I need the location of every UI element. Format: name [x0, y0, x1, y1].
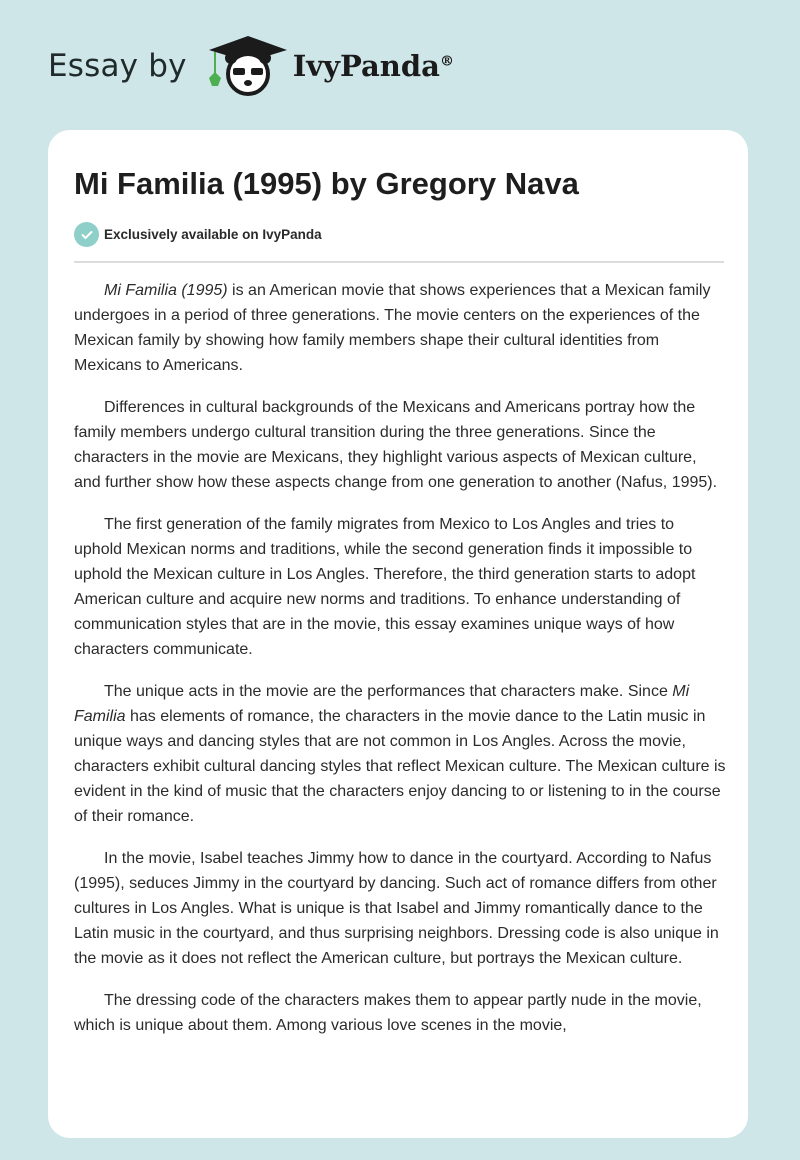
site-header — [48, 36, 454, 96]
essay-card — [48, 130, 748, 1138]
check-icon — [74, 222, 99, 247]
essay-paragraph — [74, 512, 726, 662]
paragraph-text: Differences in cultural backgrounds of the Mexicans and Americans portray how the family members undergo cultural transition during the three generations. Since the characters in the movie are Mexicans, they highlight various aspects of Mexican culture, and further show how these aspects change from one generation to another (Nafus, 1995). — [74, 399, 718, 491]
essay-paragraph — [74, 278, 726, 378]
essay-paragraph — [74, 395, 726, 495]
exclusive-badge — [74, 222, 322, 247]
essay-paragraph — [74, 679, 726, 829]
brand-text: IvyPanda — [292, 49, 440, 83]
paragraph-text: The unique acts in the movie are the performances that characters make. Since — [104, 683, 673, 700]
ivypanda-logo-icon[interactable] — [205, 34, 291, 98]
essay-body — [74, 278, 726, 1055]
italic-title-text: Mi Familia (1995) — [104, 282, 228, 299]
brand-name[interactable] — [293, 49, 454, 83]
essay-by-label: Essay by — [48, 48, 187, 84]
essay-paragraph — [74, 988, 726, 1038]
paragraph-text: is an American movie that shows experiences that a Mexican family undergoes in a period of three generations. The movie centers on the experiences of the Mexican family by showing how family members shape their cultural identities from Mexicans to Americans. — [74, 282, 711, 374]
paragraph-text: has elements of romance, the characters in the movie dance to the Latin music in unique ways and dancing styles that are not common in Los Angles. Across the movie, characters exhibit cultural dancing styles that reflect Mexican culture. The Mexican culture is evident in the kind of music that the characters enjoy dancing to or listening to in the course of their romance. — [74, 708, 726, 825]
essay-paragraph — [74, 846, 726, 971]
paragraph-text: The first generation of the family migrates from Mexico to Los Angles and tries to uphold Mexican norms and traditions, while the second generation finds it impossible to uphold the Mexican culture in Los Angles. Therefore, the third generation starts to adopt American culture and acquire new norms and traditions. To enhance understanding of communication styles that are in the movie, this essay examines unique ways of how characters communicate. — [74, 516, 696, 658]
paragraph-text: In the movie, Isabel teaches Jimmy how to dance in the courtyard. According to Nafus (1995), seduces Jimmy in the courtyard by dancing. Such act of romance differs from other cultures in Los Angles. What is unique is that Isabel and Jimmy romantically dance to the Latin music in the courtyard, and thus surprising neighbors. Dressing code is also unique in the movie as it does not reflect the American culture, but portrays the Mexican culture. — [74, 850, 719, 967]
registered-mark: ® — [439, 53, 454, 70]
badge-text: Exclusively available on IvyPanda — [104, 227, 322, 242]
italic-title-text: Mi Familia — [74, 683, 690, 725]
paragraph-text: The dressing code of the characters makes them to appear partly nude in the movie, which is unique about them. Among various love scenes in the movie, — [74, 992, 702, 1034]
divider — [74, 261, 724, 263]
page-title: Mi Familia (1995) by Gregory Nava — [74, 166, 579, 201]
